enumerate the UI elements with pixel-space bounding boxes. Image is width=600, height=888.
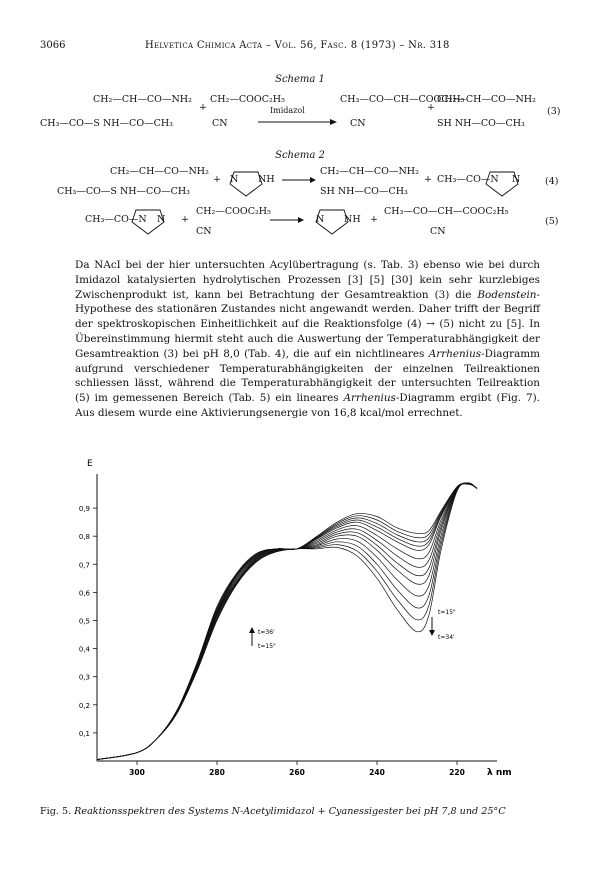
ring-n: N (230, 174, 239, 185)
equation-number: (5) (545, 216, 559, 227)
annotation-left (249, 627, 276, 650)
y-tick-label: 0,5 (78, 617, 90, 626)
x-tick-label: 280 (209, 768, 225, 777)
y-tick-label: 0,4 (78, 645, 90, 654)
spectrum-curve (97, 483, 477, 760)
x-tick-label: 260 (289, 768, 305, 777)
annotation-left-bottom: t=15" (258, 643, 276, 650)
eq4-product1-bottom: SH NH—CO—CH₃ (320, 186, 408, 197)
spectrum-curve (97, 483, 477, 759)
product1-bottom: CN (350, 118, 366, 129)
schema-2-equation-4 (0, 166, 600, 206)
reactant2-top: CH₂—COOC₂H₅ (210, 94, 285, 105)
caption-title: Reaktionsspektren des Systems N-Acetylimidazol + Cyanessigester bei pH 7,8 und 25°C (74, 806, 506, 817)
spectrum-curve (97, 483, 477, 759)
chart-ticks (79, 505, 465, 777)
reaction-arrow (270, 216, 305, 224)
schema-2-equation-5 (0, 206, 600, 246)
ring-n: N (512, 174, 521, 185)
plus-sign: + (370, 214, 378, 225)
text-run: Da NAcI bei der hier untersuchten Acylübertragung (s. Tab. 3) ebenso wie bei durch Imidazol katalysierten hydrolytischen Prozessen [3] [5] [30] kein sehr kurzlebiges Zwischenprodukt ist, kann bei Betrachtung der Gesamtreaktion (3) die (75, 259, 540, 301)
chart-axes (97, 474, 497, 761)
schema-2-title: Schema 2 (275, 150, 325, 161)
eq5-product2-top: CH₃—CO—CH—COOC₂H₅ (384, 206, 509, 217)
product1-top: CH₃—CO—CH—COOC₂H₅ (340, 94, 465, 105)
equation-number: (4) (545, 176, 559, 187)
y-tick-label: 0,8 (78, 533, 90, 542)
annotation-right (429, 609, 456, 641)
y-tick-label: 0,2 (78, 701, 90, 710)
italic-name: Arrhenius (428, 347, 482, 360)
y-tick-label: 0,9 (78, 505, 90, 514)
page-number: 3066 (40, 40, 66, 51)
reactant2-bottom: CN (212, 118, 228, 129)
spectrum-curve (97, 483, 477, 759)
reactant1-bottom: CH₃—CO—S NH—CO—CH₃ (40, 118, 173, 129)
plus-sign: + (181, 214, 189, 225)
y-axis-label: E (87, 459, 93, 469)
product2-bottom: SH NH—CO—CH₃ (437, 118, 525, 129)
running-header (40, 40, 560, 56)
y-tick-label: 0,7 (78, 561, 90, 570)
eq5-reactant1: CH₃—CO—N (85, 214, 147, 225)
spectrum-curve (97, 483, 477, 759)
reactant1-top: CH₂—CH—CO—NH₂ (93, 94, 192, 105)
body-paragraph (75, 258, 540, 421)
product2-top: CH₂—CH—CO—NH₂ (437, 94, 536, 105)
spectrum-curve (97, 483, 477, 760)
spectrum-curve (97, 483, 477, 759)
eq4-product2: CH₃—CO—N (437, 174, 499, 185)
schema-1-equation (0, 94, 600, 134)
catalyst-label: Imidazol (270, 106, 305, 115)
text-run: -Hypothese des stationären Zustandes nicht angewandt werden. Daher trifft der Begriff der spektroskopischen Einheitlichkeit auf die Reaktionsfolge (4) → (5) nicht zu [5]. In Übereinstimmung hiermit steht auch die Auswertung der Temperaturabhängigkeit der Gesamtreaktion (3) bei pH 8,0 (Tab. 4), die auf ein nichtlineares (75, 288, 540, 360)
ring-n: N (316, 214, 325, 225)
journal-title: Helvetica Chimica Acta – Vol. 56, Fasc. 8 (1973) – Nr. 318 (145, 40, 450, 51)
annotation-right-top: t=15" (438, 609, 456, 616)
ring-nh: NH (344, 214, 361, 225)
spectrum-curve (97, 483, 477, 759)
eq4-reactant1-top: CH₂—CH—CO—NH₂ (110, 166, 209, 177)
y-tick-label: 0,6 (78, 589, 90, 598)
chart-curves (97, 483, 477, 760)
plus-sign: + (213, 174, 221, 185)
text-run: -Diagramm aufgrund verschiedener Temperaturabhängigkeiten der einzelnen Teilreaktionen schliessen lässt, während die Temperaturabhängigkeit der untersuchten Teilreaktion (5) im gemessenen Bereich (Tab. 5) ein lineares (75, 347, 540, 405)
spectrum-curve (97, 484, 477, 760)
annotation-right-bottom: t=34' (438, 634, 455, 641)
spectrum-curve (97, 483, 477, 759)
ring-nh: NH (258, 174, 275, 185)
y-tick-label: 0,3 (78, 673, 90, 682)
eq4-product1-top: CH₂—CH—CO—NH₂ (320, 166, 419, 177)
caption-text: Fig. 5. (40, 806, 75, 817)
x-tick-label: 220 (449, 768, 465, 777)
x-tick-label: 240 (369, 768, 385, 777)
plus-sign: + (427, 102, 435, 113)
equation-number: (3) (547, 106, 561, 117)
italic-name: Bodenstein (477, 288, 537, 301)
y-tick-label: 0,1 (78, 729, 90, 738)
eq5-reactant2-top: CH₂—COOC₂H₅ (196, 206, 271, 217)
x-tick-label: 300 (129, 768, 145, 777)
eq4-reactant1-bottom: CH₃—CO—S NH—CO—CH₃ (57, 186, 190, 197)
figure-caption (40, 806, 580, 817)
plus-sign: + (424, 174, 432, 185)
ring-n: N (157, 214, 166, 225)
spectrum-curve (97, 484, 477, 760)
spectrum-curve (97, 483, 477, 759)
text-run: -Diagramm ergibt (Fig. 7). Aus diesem wurde eine Aktivierungsenergie von 16,8 kcal/mol errechnet. (75, 392, 540, 419)
eq5-product2-bottom: CN (430, 226, 446, 237)
schema-1-title: Schema 1 (275, 74, 325, 85)
spectrum-chart (0, 450, 600, 800)
plus-sign: + (199, 102, 207, 113)
reaction-arrow (258, 118, 338, 126)
spectrum-curve (97, 484, 477, 760)
italic-name: Arrhenius (343, 392, 396, 405)
annotation-left-top: t=36' (258, 629, 275, 636)
x-axis-unit: λ nm (487, 768, 512, 778)
eq5-reactant2-bottom: CN (196, 226, 212, 237)
reaction-arrow (282, 176, 317, 184)
